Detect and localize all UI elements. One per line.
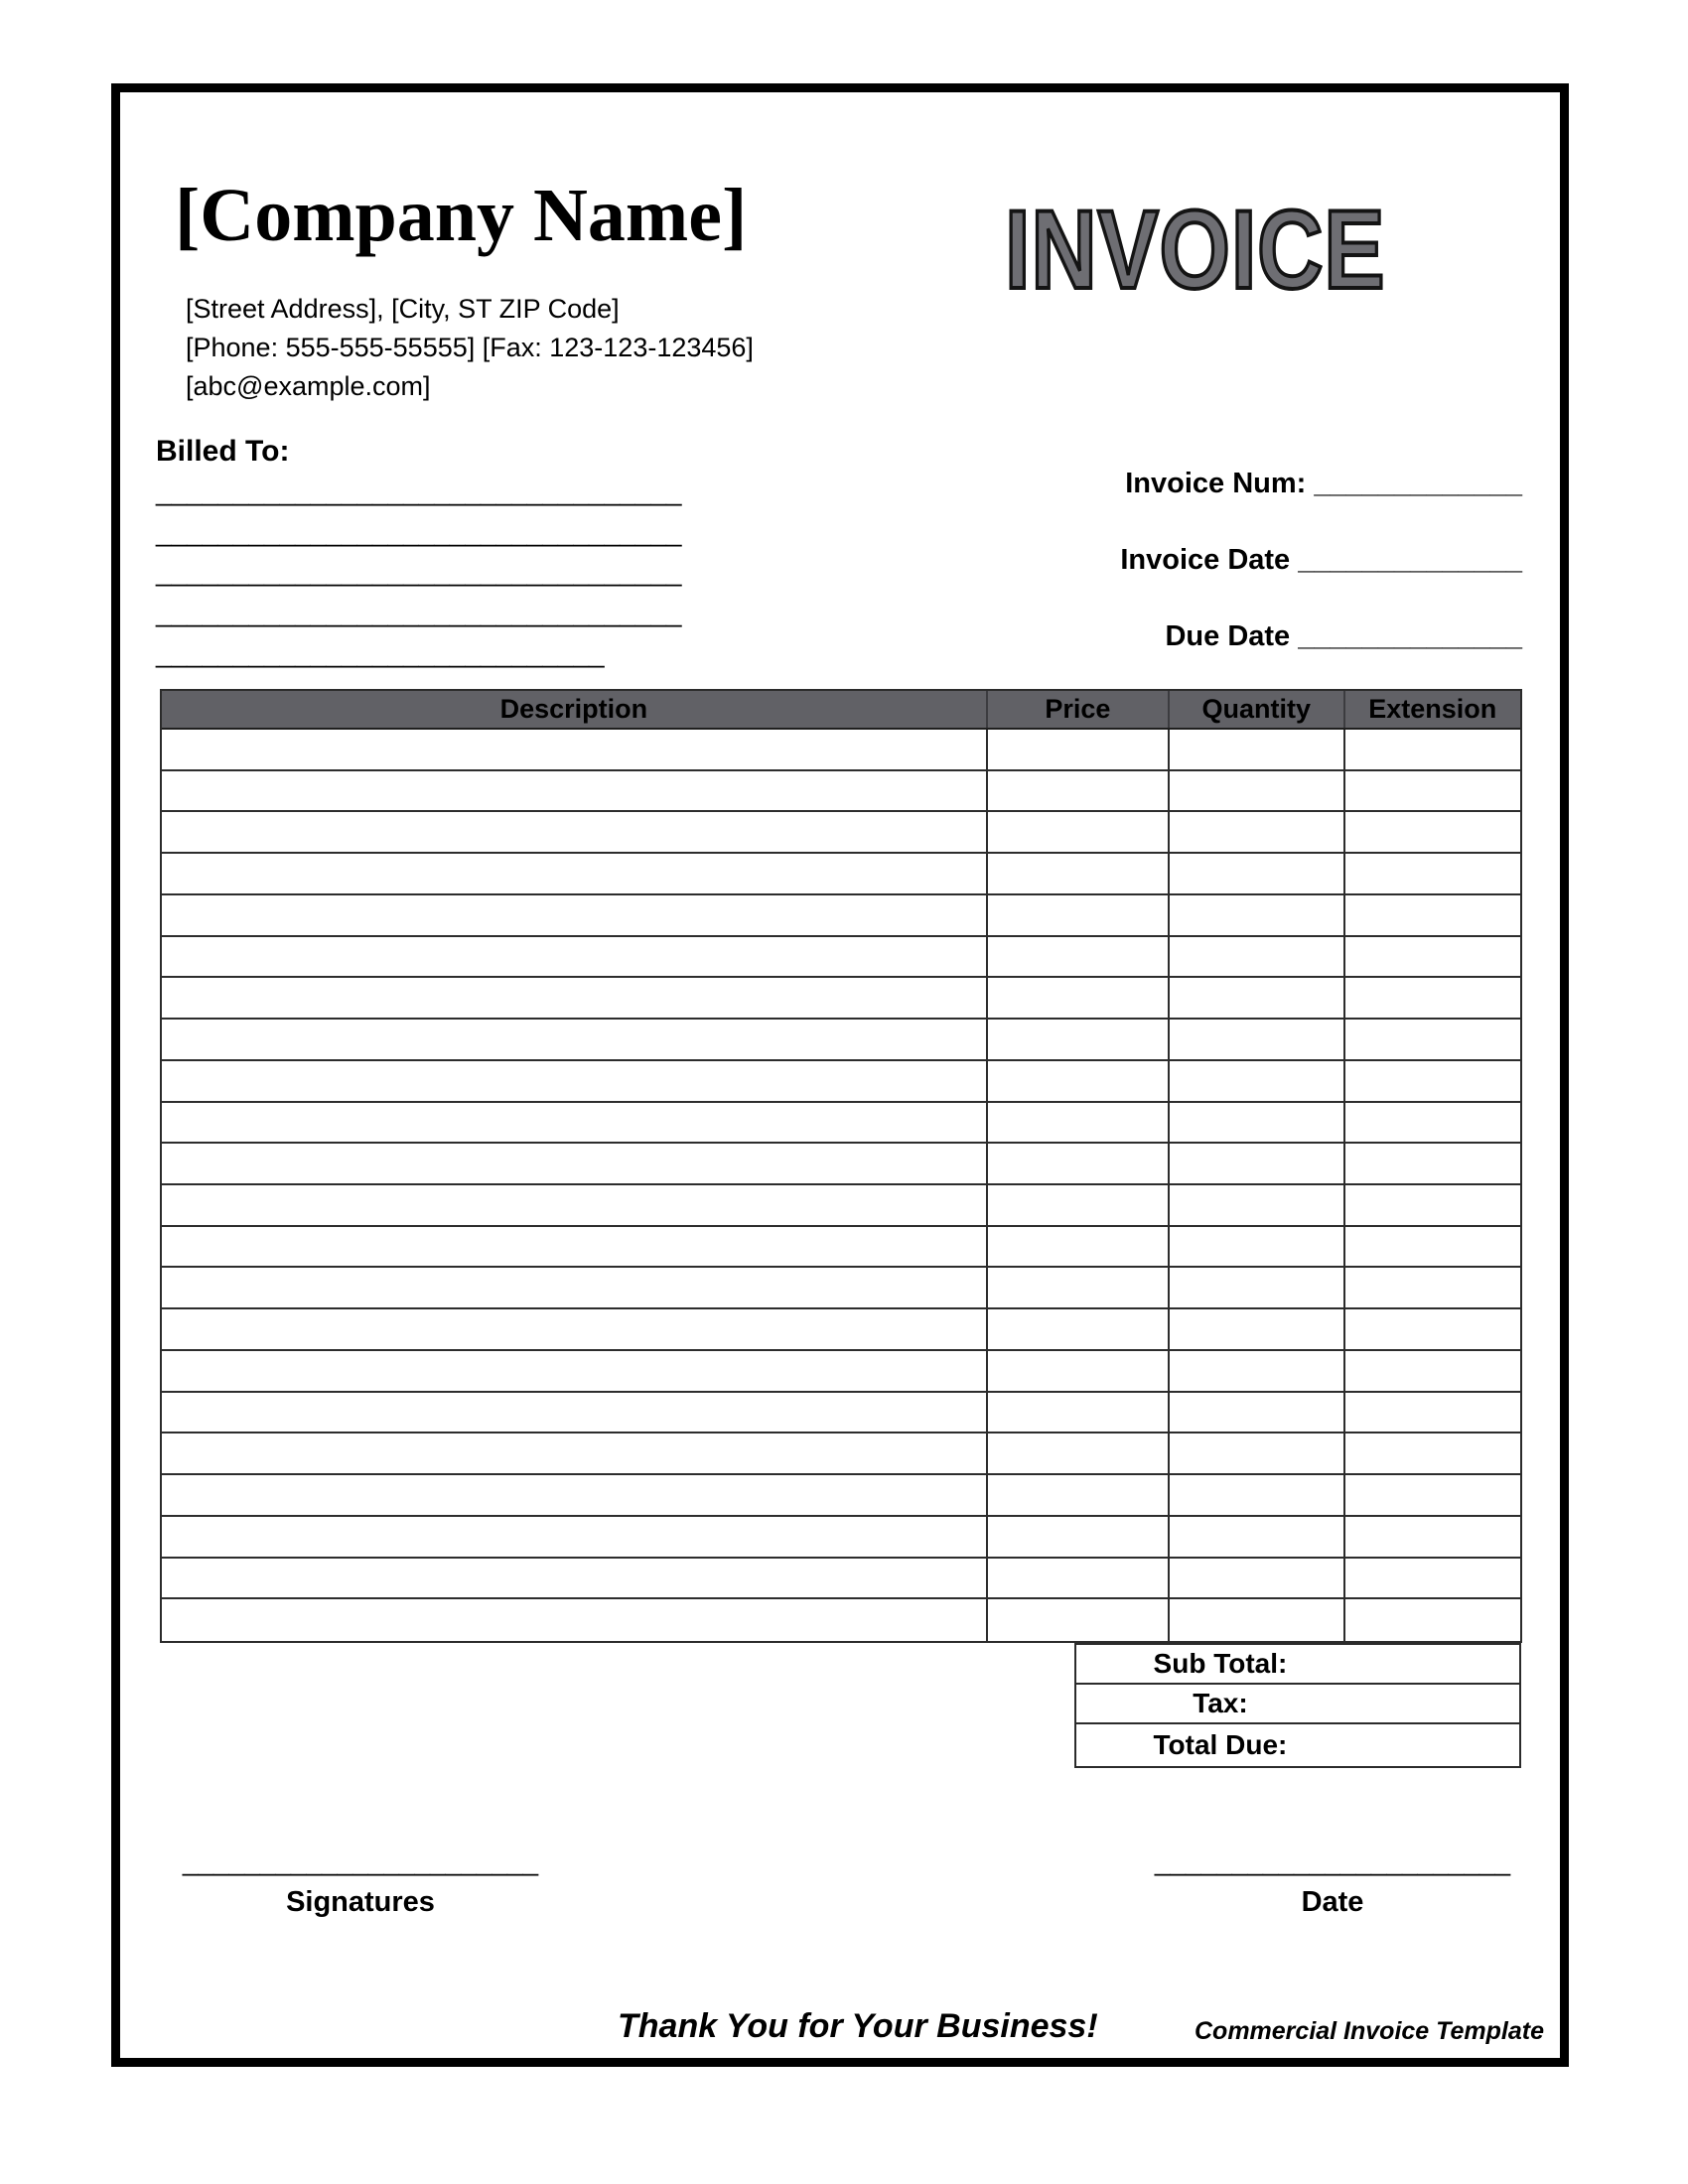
- table-cell[interactable]: [162, 1185, 988, 1225]
- due-date-row: [943, 619, 1522, 696]
- table-cell[interactable]: [1170, 1599, 1344, 1641]
- table-cell[interactable]: [1345, 1599, 1520, 1641]
- table-row: [162, 978, 1520, 1020]
- table-cell[interactable]: [988, 1475, 1170, 1515]
- table-cell[interactable]: [1345, 978, 1520, 1018]
- footer-thanks-message: Thank You for Your Business!: [618, 2007, 1098, 2045]
- table-cell[interactable]: [1345, 895, 1520, 935]
- table-cell[interactable]: [162, 1061, 988, 1101]
- total-row: [1076, 1685, 1519, 1724]
- table-cell[interactable]: [1345, 1227, 1520, 1267]
- table-cell[interactable]: [1345, 854, 1520, 893]
- table-cell[interactable]: [1170, 1185, 1344, 1225]
- table-cell[interactable]: [988, 1103, 1170, 1143]
- table-cell[interactable]: [988, 1351, 1170, 1391]
- column-header-extension: Extension: [1368, 694, 1497, 724]
- table-cell[interactable]: [162, 1103, 988, 1143]
- table-cell[interactable]: [1345, 1351, 1520, 1391]
- company-address-email: [abc@example.com]: [186, 371, 431, 401]
- table-cell[interactable]: [162, 1517, 988, 1557]
- table-cell[interactable]: [162, 730, 988, 769]
- table-cell[interactable]: [1345, 1185, 1520, 1225]
- table-cell[interactable]: [1170, 812, 1344, 852]
- table-cell[interactable]: [1170, 937, 1344, 977]
- totals-box: [1074, 1643, 1521, 1768]
- invoice-num-blank-field[interactable]: _____________: [1314, 468, 1522, 499]
- table-row: [162, 1103, 1520, 1145]
- table-cell[interactable]: [162, 1144, 988, 1183]
- table-cell[interactable]: [1170, 1020, 1344, 1059]
- table-cell[interactable]: [1170, 730, 1344, 769]
- table-cell[interactable]: [1345, 771, 1520, 811]
- table-cell[interactable]: [1345, 1020, 1520, 1059]
- invoice-num-label: Invoice Num:: [1125, 468, 1307, 499]
- table-row: [162, 1351, 1520, 1393]
- column-header-quantity: Quantity: [1170, 691, 1344, 728]
- due-date-blank-field[interactable]: ______________: [1298, 620, 1522, 652]
- table-row: [162, 1144, 1520, 1185]
- table-cell[interactable]: [1170, 978, 1344, 1018]
- table-row: [162, 1475, 1520, 1517]
- table-row: [162, 937, 1520, 979]
- table-row: [162, 895, 1520, 937]
- table-row: [162, 1227, 1520, 1269]
- table-cell[interactable]: [988, 1599, 1170, 1641]
- table-cell[interactable]: [988, 895, 1170, 935]
- table-cell[interactable]: [988, 1517, 1170, 1557]
- total-label: Tax:: [1193, 1688, 1248, 1718]
- date-block: [1154, 1844, 1511, 1919]
- table-cell[interactable]: [988, 1433, 1170, 1473]
- table-row: [162, 812, 1520, 854]
- table-cell[interactable]: [988, 1144, 1170, 1183]
- table-cell[interactable]: [988, 1268, 1170, 1307]
- billed-to-blank-line[interactable]: __________________________________: [156, 515, 682, 547]
- table-cell[interactable]: [162, 1433, 988, 1473]
- table-row: [162, 1309, 1520, 1351]
- table-cell[interactable]: [1170, 1227, 1344, 1267]
- date-label: Date: [1301, 1886, 1364, 1918]
- total-row: [1076, 1724, 1519, 1766]
- company-address-phone-fax: [Phone: 555-555-55555] [Fax: 123-123-123456]: [186, 333, 754, 362]
- table-row: [162, 1020, 1520, 1061]
- table-cell[interactable]: [1345, 1309, 1520, 1349]
- due-date-label: Due Date: [1165, 620, 1291, 652]
- company-name: [Company Name]: [175, 174, 748, 257]
- table-header-row: [162, 691, 1520, 730]
- table-cell[interactable]: [1345, 1475, 1520, 1515]
- billed-to-blank-line[interactable]: _____________________________: [156, 636, 605, 668]
- table-row: [162, 1599, 1520, 1641]
- invoice-num-row: [943, 467, 1522, 543]
- table-cell[interactable]: [1345, 1517, 1520, 1557]
- table-cell[interactable]: [162, 895, 988, 935]
- billed-to-blank-line[interactable]: __________________________________: [156, 597, 682, 628]
- billed-to-blank-line[interactable]: __________________________________: [156, 556, 682, 588]
- table-cell[interactable]: [1170, 1061, 1344, 1101]
- table-cell[interactable]: [1345, 1559, 1520, 1598]
- table-cell[interactable]: [162, 937, 988, 977]
- table-cell[interactable]: [988, 771, 1170, 811]
- table-cell[interactable]: [988, 978, 1170, 1018]
- column-header-price: Price: [988, 691, 1170, 728]
- table-cell[interactable]: [988, 1393, 1170, 1433]
- table-cell[interactable]: [1170, 1309, 1344, 1349]
- table-cell[interactable]: [162, 1309, 988, 1349]
- table-cell[interactable]: [1170, 895, 1344, 935]
- signature-block: [182, 1844, 539, 1919]
- table-row: [162, 771, 1520, 813]
- table-cell[interactable]: [1345, 1061, 1520, 1101]
- table-row: [162, 854, 1520, 895]
- table-cell[interactable]: [1170, 1559, 1344, 1598]
- date-line[interactable]: _______________________: [1154, 1845, 1511, 1876]
- table-cell[interactable]: [1170, 771, 1344, 811]
- table-cell[interactable]: [162, 771, 988, 811]
- table-cell[interactable]: [988, 854, 1170, 893]
- table-cell[interactable]: [1345, 812, 1520, 852]
- table-cell[interactable]: [1170, 1393, 1344, 1433]
- billed-to-blank-line[interactable]: __________________________________: [156, 476, 682, 506]
- table-cell[interactable]: [988, 937, 1170, 977]
- company-address-street: [Street Address], [City, ST ZIP Code]: [186, 294, 620, 324]
- table-cell[interactable]: [1170, 1475, 1344, 1515]
- table-cell[interactable]: [162, 1393, 988, 1433]
- table-cell[interactable]: [162, 1475, 988, 1515]
- table-cell[interactable]: [988, 1185, 1170, 1225]
- table-row: [162, 1268, 1520, 1309]
- signature-line[interactable]: _______________________: [182, 1845, 539, 1876]
- table-cell[interactable]: [1170, 1433, 1344, 1473]
- footer-template-name: Commercial Invoice Template: [1195, 2017, 1544, 2045]
- table-body: [162, 730, 1520, 1641]
- table-row: [162, 730, 1520, 771]
- invoice-date-blank-field[interactable]: ______________: [1298, 544, 1522, 576]
- table-cell[interactable]: [988, 1559, 1170, 1598]
- column-header-description: Description: [162, 691, 988, 728]
- table-cell[interactable]: [988, 1309, 1170, 1349]
- table-row: [162, 1393, 1520, 1434]
- table-cell[interactable]: [162, 1559, 988, 1598]
- table-cell[interactable]: [1345, 1433, 1520, 1473]
- invoice-meta: [943, 467, 1522, 696]
- total-label: Total Due:: [1153, 1729, 1288, 1760]
- signature-label: Signatures: [286, 1886, 435, 1918]
- table-cell[interactable]: [1345, 1393, 1520, 1433]
- table-cell[interactable]: [162, 1351, 988, 1391]
- company-address: [186, 290, 754, 406]
- table-row: [162, 1433, 1520, 1475]
- table-cell[interactable]: [162, 854, 988, 893]
- table-cell[interactable]: [1345, 1144, 1520, 1183]
- table-cell[interactable]: [1345, 1268, 1520, 1307]
- total-row: [1076, 1645, 1519, 1685]
- table-cell[interactable]: [988, 812, 1170, 852]
- table-cell[interactable]: [1345, 730, 1520, 769]
- table-cell[interactable]: [1345, 1103, 1520, 1143]
- table-cell[interactable]: [988, 1227, 1170, 1267]
- invoice-title: INVOICE: [1005, 188, 1386, 312]
- table-cell[interactable]: [162, 1227, 988, 1267]
- table-cell[interactable]: [1170, 1144, 1344, 1183]
- table-cell[interactable]: [162, 978, 988, 1018]
- table-cell[interactable]: [1170, 1268, 1344, 1307]
- table-cell[interactable]: [1345, 937, 1520, 977]
- table-cell[interactable]: [988, 1061, 1170, 1101]
- table-cell[interactable]: [1170, 1103, 1344, 1143]
- table-row: [162, 1559, 1520, 1600]
- billed-to-lines: [156, 472, 681, 674]
- total-label: Sub Total:: [1153, 1648, 1288, 1679]
- table-cell[interactable]: [1170, 854, 1344, 893]
- table-cell[interactable]: [162, 812, 988, 852]
- invoice-date-row: [943, 543, 1522, 619]
- table-cell[interactable]: [162, 1268, 988, 1307]
- table-cell[interactable]: [988, 730, 1170, 769]
- billed-to-label: Billed To:: [156, 435, 290, 468]
- table-cell[interactable]: [1170, 1351, 1344, 1391]
- table-cell[interactable]: [1170, 1517, 1344, 1557]
- line-items-table: [160, 689, 1522, 1643]
- table-row: [162, 1185, 1520, 1227]
- table-cell[interactable]: [988, 1020, 1170, 1059]
- table-cell[interactable]: [162, 1020, 988, 1059]
- table-row: [162, 1061, 1520, 1103]
- invoice-date-label: Invoice Date: [1120, 544, 1291, 576]
- table-row: [162, 1517, 1520, 1559]
- table-cell[interactable]: [162, 1599, 988, 1641]
